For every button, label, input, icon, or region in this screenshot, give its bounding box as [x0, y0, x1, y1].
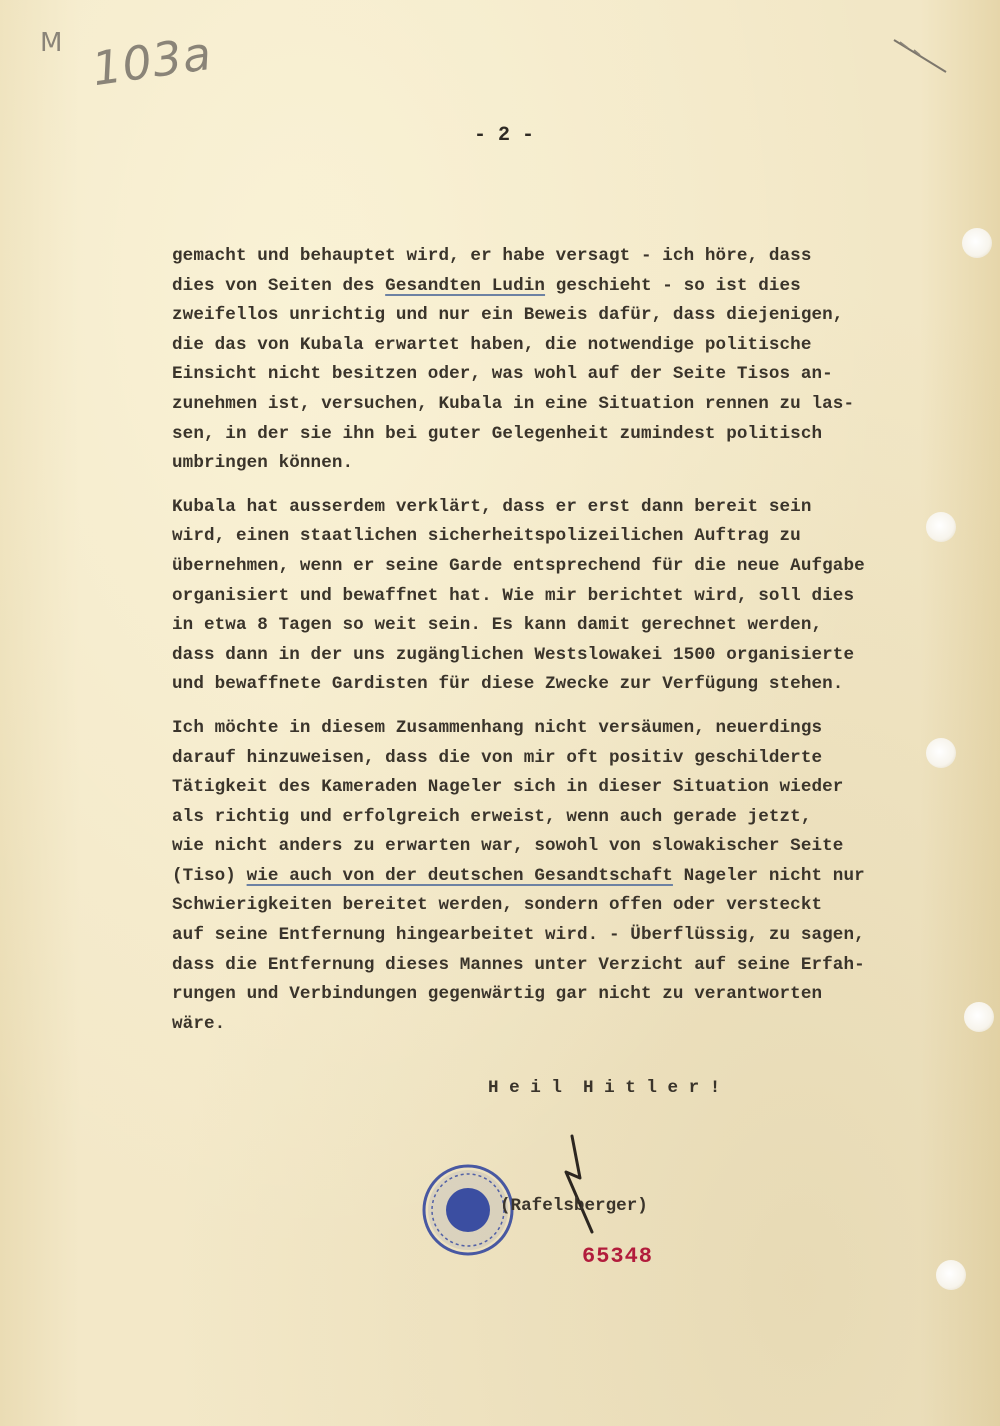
text-segment: zunehmen ist, versuchen, Kubala in eine Situation rennen zu las-	[172, 393, 855, 414]
text-line	[172, 980, 962, 1010]
text-line	[172, 242, 962, 272]
text-line	[172, 951, 962, 981]
text-segment: dies von Seiten des	[172, 275, 386, 296]
text-segment: übernehmen, wenn er seine Garde entsprechend für die neue Aufgabe	[172, 555, 865, 576]
text-segment: Tätigkeit des Kameraden Nageler sich in dieser Situation wieder	[172, 777, 844, 798]
letter-body	[172, 242, 962, 1053]
punch-hole	[926, 512, 956, 542]
text-segment: in etwa 8 Tagen so weit sein. Es kann damit gerechnet werden,	[172, 615, 823, 636]
text-segment: Einsicht nicht besitzen oder, was wohl auf der Seite Tisos an-	[172, 364, 833, 385]
text-segment: geschieht - so ist dies	[545, 275, 801, 296]
text-line	[172, 744, 962, 774]
text-line	[172, 891, 962, 921]
text-line	[172, 670, 962, 700]
bleed-through	[220, 80, 640, 170]
closing-salutation: H e i l H i t l e r !	[488, 1078, 721, 1098]
text-segment: organisiert und bewaffnet hat. Wie mir berichtet wird, soll dies	[172, 585, 855, 606]
text-line	[172, 272, 962, 302]
punch-hole	[962, 228, 992, 258]
stamp-number: 65348	[582, 1244, 654, 1269]
text-segment: wie nicht anders zu erwarten war, sowohl von slowakischer Seite	[172, 836, 844, 857]
text-line	[172, 493, 962, 523]
punch-hole	[964, 1002, 994, 1032]
text-segment: darauf hinzuweisen, dass die von mir oft positiv geschilderte	[172, 747, 823, 768]
text-line	[172, 582, 962, 612]
text-segment: sen, in der sie ihn bei guter Gelegenheit zumindest politisch	[172, 423, 823, 444]
text-line	[172, 552, 962, 582]
signer-name: (Rafelsberger)	[500, 1196, 648, 1216]
text-line	[172, 1010, 962, 1040]
underlined-text: Gesandten Ludin	[385, 275, 546, 296]
text-line	[172, 449, 962, 479]
text-segment: rungen und Verbindungen gegenwärtig gar nicht zu verantworten	[172, 984, 823, 1005]
text-line	[172, 641, 962, 671]
archive-letter: M	[40, 28, 63, 58]
text-line	[172, 522, 962, 552]
text-line	[172, 921, 962, 951]
text-line	[172, 773, 962, 803]
text-line	[172, 803, 962, 833]
punch-hole	[926, 738, 956, 768]
text-line	[172, 390, 962, 420]
text-line	[172, 331, 962, 361]
text-segment: zweifellos unrichtig und nur ein Beweis dafür, dass diejenigen,	[172, 305, 844, 326]
text-segment: Kubala hat ausserdem verklärt, dass er erst dann bereit sein	[172, 496, 812, 517]
text-segment: Ich möchte in diesem Zusammenhang nicht versäumen, neuerdings	[172, 717, 823, 738]
text-segment: gemacht und behauptet wird, er habe versagt - ich höre, dass	[172, 246, 812, 266]
text-segment: (Tiso)	[172, 865, 247, 886]
text-line	[172, 832, 962, 862]
text-line	[172, 420, 962, 450]
text-segment: Schwierigkeiten bereitet werden, sondern offen oder versteckt	[172, 895, 823, 916]
underlined-text: wie auch von der deutschen Gesandtschaft	[246, 865, 673, 886]
text-segment: wird, einen staatlichen sicherheitspolizeilichen Auftrag zu	[172, 526, 801, 547]
paragraph	[172, 493, 962, 700]
text-line	[172, 301, 962, 331]
text-line	[172, 360, 962, 390]
paragraph	[172, 714, 962, 1040]
archive-number: 103a	[88, 25, 216, 97]
text-segment: als richtig und erfolgreich erweist, wenn auch gerade jetzt,	[172, 806, 812, 827]
text-segment: auf seine Entfernung hingearbeitet wird. - Überflüssig, zu sagen,	[172, 925, 865, 946]
text-segment: Nageler nicht nur	[672, 865, 865, 886]
text-segment: und bewaffnete Gardisten für diese Zwecke zur Verfügung stehen.	[172, 674, 844, 695]
text-segment: dass die Entfernung dieses Mannes unter Verzicht auf seine Erfah-	[172, 954, 865, 975]
text-segment: wäre.	[172, 1013, 226, 1034]
paragraph	[172, 242, 962, 479]
text-segment: dass dann in der uns zugänglichen Westslowakei 1500 organisierte	[172, 644, 855, 665]
page-number: - 2 -	[474, 124, 535, 147]
fold-mark	[890, 36, 950, 76]
archive-mark	[40, 25, 240, 98]
text-line	[172, 611, 962, 641]
text-segment: die das von Kubala erwartet haben, die notwendige politische	[172, 334, 812, 355]
text-line	[172, 862, 962, 892]
text-segment: umbringen können.	[172, 453, 354, 474]
text-line	[172, 714, 962, 744]
punch-hole	[936, 1260, 966, 1290]
